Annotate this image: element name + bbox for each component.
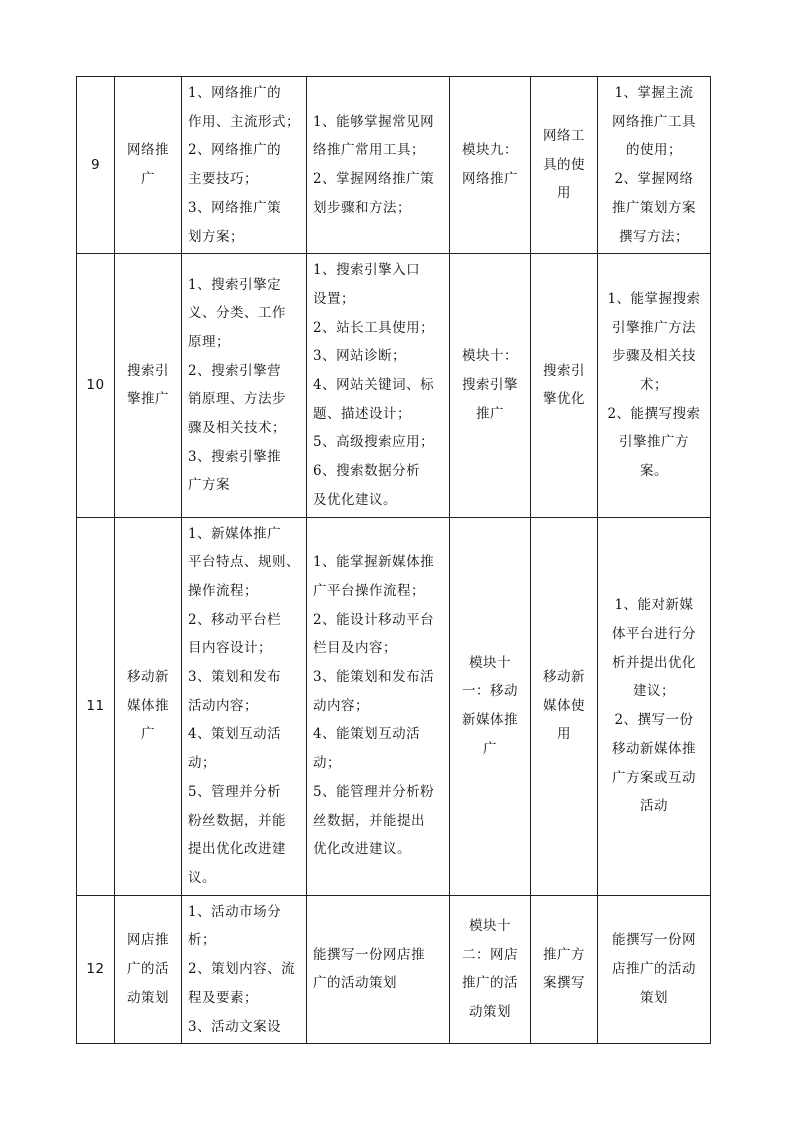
row-module-line: 模块十： — [462, 348, 518, 365]
row-number: 10 — [77, 254, 115, 517]
row-content-line: 划方案； — [188, 228, 244, 245]
row-skills-line: 5、能管理并分析粉 — [313, 783, 435, 800]
row-name-cell — [115, 895, 182, 1044]
row-module-line: 搜索引擎 — [462, 377, 518, 394]
row-module-cell — [450, 517, 531, 895]
row-goal-line: 2、能撰写搜索 — [607, 405, 701, 422]
row-number: 11 — [77, 517, 115, 895]
row-name-line: 网店推 — [127, 932, 169, 949]
table-row — [77, 895, 711, 1044]
row-tool-line: 网络工 — [543, 128, 585, 145]
row-skills-line: 2、站长工具使用； — [313, 319, 435, 336]
row-module-line: 二：网店 — [462, 946, 518, 963]
row-content-line: 2、搜索引擎营 — [188, 362, 282, 379]
row-content-line: 1、网络推广的 — [188, 85, 282, 101]
row-module-line: 模块九： — [462, 142, 518, 159]
row-content-line: 3、搜索引擎推 — [188, 448, 282, 465]
row-goal-line: 移动新媒体推 — [612, 740, 696, 757]
row-goal-cell — [598, 895, 711, 1044]
row-goal-line: 店推广的活动 — [612, 961, 696, 978]
row-module-line: 一：移动 — [462, 683, 518, 700]
row-skills-line: 及优化建议。 — [313, 491, 397, 508]
row-name-line: 移动新 — [127, 669, 169, 686]
row-name-line: 广 — [141, 171, 155, 188]
row-content-line: 提出优化改进建 — [188, 841, 286, 858]
row-module-line: 模块十 — [469, 654, 511, 671]
row-goal-line: 引擎推广方 — [619, 434, 689, 451]
table-body — [77, 77, 711, 1044]
row-content-line: 平台特点、规则、 — [188, 554, 300, 571]
row-content-line: 作用、主流形式； — [188, 113, 300, 130]
row-content-line: 1、搜索引擎定 — [188, 276, 282, 293]
row-goal-line: 术； — [640, 377, 668, 394]
row-tool-cell — [531, 254, 598, 517]
row-goal-line: 2、掌握网络 — [614, 171, 694, 188]
row-number: 9 — [77, 77, 115, 254]
row-goal-line: 建议； — [633, 683, 675, 700]
row-skills-line: 1、能掌握新媒体推 — [313, 554, 435, 571]
row-content-cell — [182, 517, 307, 895]
row-skills-line: 广平台操作流程； — [313, 582, 425, 599]
row-tool-line: 媒体使 — [543, 697, 585, 714]
row-goal-line: 步骤及相关技 — [612, 348, 696, 365]
row-tool-cell — [531, 77, 598, 254]
row-skills-line: 优化改进建议。 — [313, 841, 411, 858]
row-content-line: 4、策划互动活 — [188, 726, 282, 743]
row-name-line: 搜索引 — [127, 362, 169, 379]
row-skills-line: 4、能策划互动活 — [313, 726, 421, 743]
row-content-line: 目内容设计； — [188, 640, 272, 657]
row-skills-line: 3、网站诊断； — [313, 348, 407, 365]
row-goal-line: 能撰写一份网 — [612, 932, 696, 949]
row-content-line: 2、网络推广的 — [188, 142, 282, 159]
row-goal-line: 1、能掌握搜索 — [607, 290, 701, 307]
row-skills-cell — [307, 254, 450, 517]
row-content-line: 原理； — [188, 333, 230, 350]
row-module-line: 新媒体推 — [462, 712, 518, 729]
row-skills-line: 广的活动策划 — [313, 975, 397, 992]
row-skills-line: 划步骤和方法； — [313, 199, 411, 216]
row-tool-line: 擎优化 — [543, 391, 585, 408]
row-skills-line: 丝数据，并能提出 — [313, 812, 425, 829]
row-name-line: 动策划 — [127, 989, 169, 1006]
row-content-line: 粉丝数据，并能 — [188, 812, 286, 829]
row-content-line: 5、管理并分析 — [188, 783, 282, 800]
row-content-line: 3、活动文案设 — [188, 1018, 282, 1035]
row-content-line: 3、策划和发布 — [188, 669, 282, 686]
row-module-line: 推广的活 — [462, 975, 518, 992]
row-skills-line: 动； — [313, 755, 341, 772]
row-skills-line: 动内容； — [313, 697, 369, 714]
row-content-line: 2、策划内容、流 — [188, 961, 296, 978]
row-skills-line: 5、高级搜索应用； — [313, 434, 435, 451]
row-content-line: 2、移动平台栏 — [188, 611, 282, 628]
row-content-line: 广方案 — [188, 477, 230, 494]
row-module-cell — [450, 77, 531, 254]
row-content-cell — [182, 254, 307, 517]
row-name-line: 广的活 — [127, 961, 169, 978]
row-tool-line: 用 — [557, 185, 571, 202]
row-content-line: 动； — [188, 755, 216, 772]
row-tool-line: 用 — [557, 726, 571, 743]
row-tool-cell — [531, 895, 598, 1044]
row-skills-line: 1、能够掌握常见网 — [313, 113, 435, 130]
row-name-cell — [115, 517, 182, 895]
row-skills-cell — [307, 517, 450, 895]
row-module-line: 推广 — [476, 405, 504, 422]
row-skills-line: 题、描述设计； — [313, 405, 411, 422]
row-skills-line: 2、能设计移动平台 — [313, 611, 435, 628]
row-content-line: 析； — [188, 932, 216, 949]
row-goal-line: 广方案或互动 — [612, 769, 696, 786]
row-content-line: 骤及相关技术； — [188, 420, 286, 437]
row-goal-line: 1、能对新媒 — [614, 597, 694, 614]
row-content-line: 1、活动市场分 — [188, 903, 282, 920]
row-number: 12 — [77, 895, 115, 1044]
row-content-line: 程及要素； — [188, 989, 258, 1006]
row-skills-line: 栏目及内容； — [313, 640, 397, 657]
row-goal-line: 析并提出优化 — [612, 654, 696, 671]
row-content-cell — [182, 895, 307, 1044]
row-module-line: 动策划 — [469, 1004, 511, 1021]
table-row — [77, 77, 711, 254]
row-skills-cell — [307, 895, 450, 1044]
row-goal-line: 活动 — [640, 798, 668, 815]
row-skills-line: 络推广常用工具； — [313, 142, 425, 159]
row-name-line: 擎推广 — [127, 391, 169, 408]
row-tool-line: 移动新 — [543, 669, 585, 686]
row-tool-line: 推广方 — [543, 946, 585, 963]
row-goal-cell — [598, 517, 711, 895]
row-goal-line: 引擎推广方法 — [612, 319, 696, 336]
row-skills-line: 4、网站关键词、标 — [313, 377, 435, 394]
table-row — [77, 254, 711, 517]
row-goal-line: 体平台进行分 — [612, 626, 696, 642]
row-skills-line: 3、能策划和发布活 — [313, 669, 435, 686]
row-name-line: 网络推 — [127, 142, 169, 159]
row-skills-cell — [307, 77, 450, 254]
row-goal-cell — [598, 254, 711, 517]
row-module-line: 网络推广 — [462, 171, 518, 188]
row-goal-line: 2、撰写一份 — [614, 712, 694, 729]
row-skills-line: 1、搜索引擎入口 — [313, 262, 421, 279]
row-goal-line: 的使用； — [626, 142, 682, 159]
row-name-cell — [115, 254, 182, 517]
row-content-line: 主要技巧； — [188, 171, 258, 188]
row-goal-line: 案。 — [640, 463, 668, 480]
row-tool-line: 案撰写 — [543, 975, 585, 992]
row-content-line: 1、新媒体推广 — [188, 525, 282, 542]
row-module-cell — [450, 895, 531, 1044]
row-skills-line: 能撰写一份网店推 — [313, 946, 425, 963]
row-module-line: 广 — [483, 740, 497, 757]
course-table — [76, 76, 711, 1044]
row-content-line: 议。 — [188, 869, 216, 886]
row-tool-cell — [531, 517, 598, 895]
row-module-line: 模块十 — [469, 918, 511, 935]
row-tool-line: 搜索引 — [543, 362, 585, 379]
row-goal-line: 网络推广工具 — [612, 113, 696, 130]
row-content-line: 义、分类、工作 — [188, 305, 286, 322]
row-name-line: 媒体推 — [127, 697, 169, 714]
row-tool-line: 具的使 — [543, 156, 585, 173]
row-goal-line: 1、掌握主流 — [614, 85, 694, 101]
row-goal-line: 推广策划方案 — [612, 199, 696, 216]
row-module-cell — [450, 254, 531, 517]
row-name-cell — [115, 77, 182, 254]
row-content-line: 销原理、方法步 — [188, 391, 286, 408]
row-content-cell — [182, 77, 307, 254]
row-goal-line: 撰写方法； — [619, 228, 689, 245]
table-row — [77, 517, 711, 895]
row-skills-line: 设置； — [313, 290, 355, 307]
row-goal-cell — [598, 77, 711, 254]
row-content-line: 3、网络推广策 — [188, 199, 282, 216]
row-content-line: 活动内容； — [188, 697, 258, 714]
row-skills-line: 2、掌握网络推广策 — [313, 171, 435, 188]
row-content-line: 操作流程； — [188, 582, 258, 599]
row-goal-line: 策划 — [640, 989, 668, 1006]
row-skills-line: 6、搜索数据分析 — [313, 463, 421, 480]
row-name-line: 广 — [141, 726, 155, 743]
